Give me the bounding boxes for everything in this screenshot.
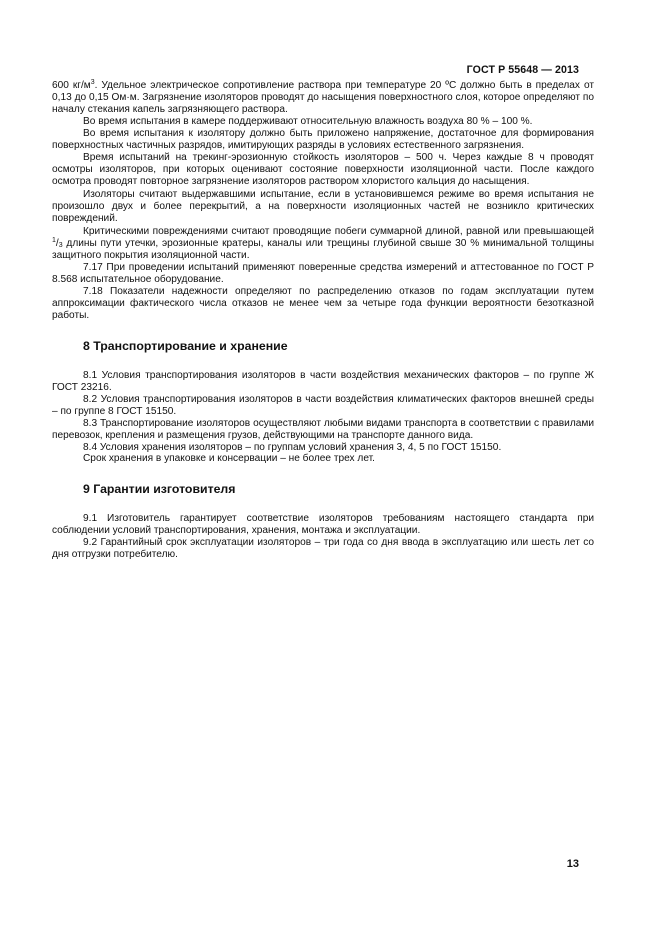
section-8-heading: 8 Транспортирование и хранение (83, 339, 288, 354)
superscript: 3 (90, 79, 95, 86)
document-header: ГОСТ Р 55648 — 2013 (466, 64, 579, 76)
paragraph-8-1: 8.1 Условия транспортирования изоляторов в части воздействия механических факторов – по группе Ж ГОСТ 23216. (52, 370, 594, 394)
paragraph-7-18: 7.18 Показатели надежности определяют по распределению отказов по годам эксплуатации путем аппроксимации фактического числа отказов не менее чем за четыре года функции вероятности безотказной работы. (52, 286, 594, 322)
page-content (52, 80, 594, 561)
fraction-numerator: 1 (52, 236, 56, 244)
text-fragment: . Удельное электрическое сопротивление раствора при температуре 20 ºС должно быть в пределах от 0,13 до 0,15 Ом·м. Загрязнение изоляторов проводят до насыщения поверхностного слоя, которое определяют по началу стекания капель загрязняющего раствора. (52, 80, 594, 115)
paragraph-voltage: Во время испытания к изолятору должно быть приложено напряжение, достаточное для формирования поверхностных частичных разрядов, имитирующих разряды в условиях естественного загрязнения. (52, 127, 594, 151)
text-fragment: длины пути утечки, эрозионные кратеры, каналы или трещины глубиной свыше 30 % минимальной толщины защитного покрытия изоляционной части. (52, 237, 594, 261)
text-fragment: 600 кг/м (52, 80, 91, 91)
paragraph-8-2: 8.2 Условия транспортирования изоляторов в части воздействия климатических факторов внешней среды – по группе 8 ГОСТ 15150. (52, 393, 594, 417)
page-number: 13 (566, 858, 579, 870)
fraction-denominator: 3 (58, 241, 63, 249)
paragraph-test-duration: Время испытаний на трекинг-эрозионную стойкость изоляторов – 500 ч. Через каждые 8 ч проводят осмотры изоляторов, при которых оценивают состояние поверхности изоляционной части. После каждого осмотра проводят повторное загрязнение изоляторов раствором хлористого кальция до насыщения. (52, 152, 594, 188)
paragraph-7-17: 7.17 При проведении испытаний применяют поверенные средства измерений и аттестованное по ГОСТ Р 8.568 испытательное оборудование. (52, 261, 594, 285)
paragraph-humidity: Во время испытания в камере поддерживают относительную влажность воздуха 80 % – 100 %. (83, 115, 533, 127)
paragraph-8-4: 8.4 Условия хранения изоляторов – по группам условий хранения 3, 4, 5 по ГОСТ 15150. (83, 441, 502, 453)
paragraph-critical-damage (52, 226, 594, 262)
paragraph-8-3: 8.3 Транспортирование изоляторов осуществляют любыми видами транспорта в соответствии с правилами перевозок, крепления и размещения грузов, действующими на транспорте данного вида. (52, 417, 594, 441)
text-fragment: Критическими повреждениями считают проводящие побеги суммарной длиной, равной или превышающей (83, 225, 594, 237)
section-9-heading: 9 Гарантии изготовителя (83, 482, 236, 497)
paragraph-9-2: 9.2 Гарантийный срок эксплуатации изоляторов – три года со дня ввода в эксплуатацию или шесть лет со дня отгрузки потребителю. (52, 537, 594, 561)
fraction-slash: / (55, 237, 59, 249)
paragraph-8-storage: Срок хранения в упаковке и консервации – не более трех лет. (83, 453, 375, 465)
paragraph-pass-criteria: Изоляторы считают выдержавшими испытание, если в установившемся режиме во время испытания не произошло двух и более перекрытий, а на поверхности изоляционных частей не возникло критических повреждений. (52, 189, 594, 224)
paragraph-9-1: 9.1 Изготовитель гарантирует соответствие изоляторов требованиям настоящего стандарта при соблюдении условий транспортирования, хранения, монтажа и эксплуатации. (52, 513, 594, 537)
paragraph-solution-resistance (52, 80, 594, 116)
